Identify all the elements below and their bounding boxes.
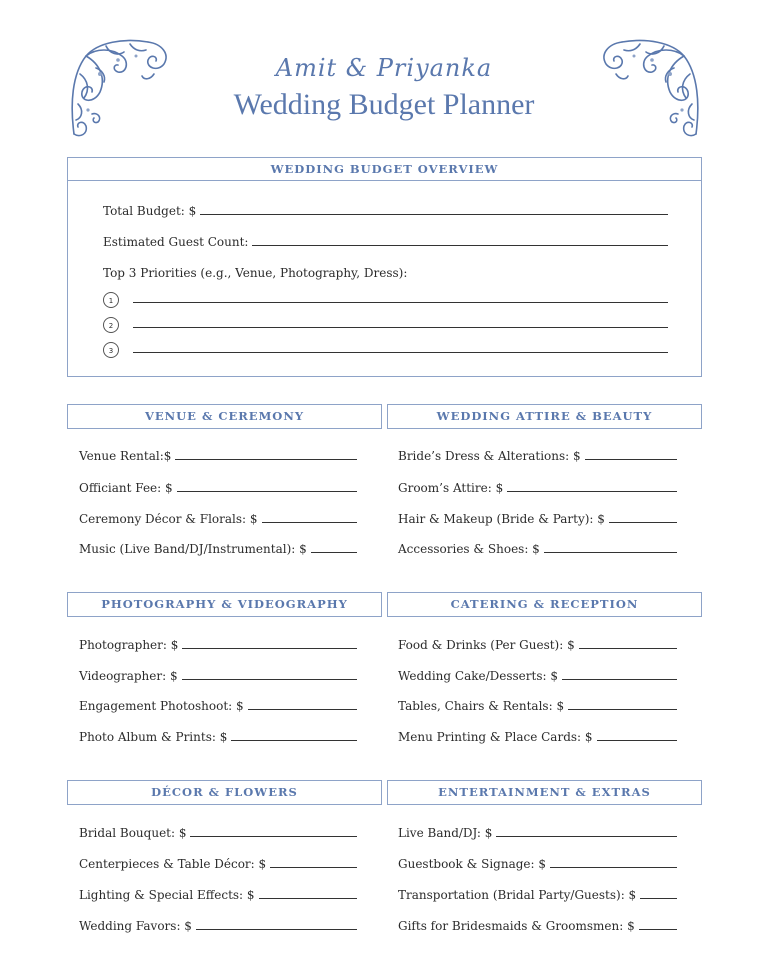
field-live-band[interactable] (398, 822, 677, 840)
field-guestbook[interactable] (398, 853, 677, 871)
field-label: Wedding Cake/Desserts: $ (398, 669, 558, 683)
field-line[interactable] (182, 648, 357, 649)
field-label: Food & Drinks (Per Guest): $ (398, 638, 575, 652)
field-bridal-bouquet[interactable] (79, 822, 357, 840)
field-line[interactable] (496, 836, 677, 837)
field-engagement-photoshoot[interactable] (79, 695, 357, 713)
priority-number-1: 1 (103, 292, 119, 308)
section-title-venue-ceremony: VENUE & CEREMONY (67, 404, 382, 429)
field-label: Photo Album & Prints: $ (79, 730, 228, 744)
field-label: Guestbook & Signage: $ (398, 857, 547, 871)
total-budget-field[interactable] (103, 200, 668, 218)
field-hair-makeup[interactable] (398, 508, 677, 526)
field-line[interactable] (568, 709, 677, 710)
field-photo-album[interactable] (79, 726, 357, 744)
field-line[interactable] (231, 740, 357, 741)
field-label: Engagement Photoshoot: $ (79, 699, 244, 713)
section-title-photo-video: PHOTOGRAPHY & VIDEOGRAPHY (67, 592, 382, 617)
field-accessories[interactable] (398, 538, 677, 556)
field-line[interactable] (585, 459, 677, 460)
field-line[interactable] (196, 929, 357, 930)
field-line[interactable] (177, 491, 357, 492)
field-line[interactable] (597, 740, 677, 741)
priority-line-1[interactable] (133, 302, 668, 303)
field-line[interactable] (640, 898, 677, 899)
field-officiant-fee[interactable] (79, 477, 357, 495)
guest-count-field[interactable] (103, 231, 668, 249)
page-title: Wedding Budget Planner (233, 88, 535, 121)
field-label: Photographer: $ (79, 638, 179, 652)
section-title-decor-flowers: DÉCOR & FLOWERS (67, 780, 382, 805)
field-line[interactable] (190, 836, 357, 837)
field-label: Live Band/DJ: $ (398, 826, 493, 840)
field-label: Music (Live Band/DJ/Instrumental): $ (79, 542, 307, 556)
field-line[interactable] (579, 648, 677, 649)
field-line[interactable] (311, 552, 357, 553)
field-lighting[interactable] (79, 884, 357, 902)
field-line[interactable] (270, 867, 357, 868)
field-venue-rental[interactable] (79, 445, 357, 463)
section-title-entertainment-extras: ENTERTAINMENT & EXTRAS (387, 780, 702, 805)
field-wedding-favors[interactable] (79, 915, 357, 933)
field-photographer[interactable] (79, 634, 357, 652)
field-line[interactable] (248, 709, 357, 710)
total-budget-label: Total Budget: $ (103, 204, 197, 218)
field-line[interactable] (544, 552, 677, 553)
field-label: Centerpieces & Table Décor: $ (79, 857, 267, 871)
field-line[interactable] (182, 679, 357, 680)
field-label: Menu Printing & Place Cards: $ (398, 730, 593, 744)
couple-names: Amit & Priyanka (275, 54, 493, 82)
section-title-attire-beauty: WEDDING ATTIRE & BEAUTY (387, 404, 702, 429)
priority-line-3[interactable] (133, 352, 668, 353)
field-label: Lighting & Special Effects: $ (79, 888, 255, 902)
field-wedding-cake[interactable] (398, 665, 677, 683)
field-label: Videographer: $ (79, 669, 178, 683)
priorities-label: Top 3 Priorities (e.g., Venue, Photography, Dress): (103, 266, 408, 280)
field-music[interactable] (79, 538, 357, 556)
budget-overview-title: WEDDING BUDGET OVERVIEW (68, 158, 701, 181)
field-ceremony-decor[interactable] (79, 508, 357, 526)
field-food-drinks[interactable] (398, 634, 677, 652)
field-videographer[interactable] (79, 665, 357, 683)
priority-row-2[interactable] (103, 316, 668, 334)
field-label: Officiant Fee: $ (79, 481, 173, 495)
field-grooms-attire[interactable] (398, 477, 677, 495)
guest-count-line[interactable] (252, 245, 668, 246)
total-budget-line[interactable] (200, 214, 668, 215)
field-line[interactable] (609, 522, 677, 523)
field-label: Transportation (Bridal Party/Guests): $ (398, 888, 637, 902)
priority-row-1[interactable] (103, 291, 668, 309)
field-line[interactable] (259, 898, 357, 899)
field-label: Tables, Chairs & Rentals: $ (398, 699, 565, 713)
field-line[interactable] (550, 867, 677, 868)
field-gifts[interactable] (398, 915, 677, 933)
field-label: Ceremony Décor & Florals: $ (79, 512, 258, 526)
field-menu-printing[interactable] (398, 726, 677, 744)
field-label: Venue Rental:$ (79, 449, 172, 463)
field-brides-dress[interactable] (398, 445, 677, 463)
priority-number-2: 2 (103, 317, 119, 333)
field-label: Accessories & Shoes: $ (398, 542, 540, 556)
guest-count-label: Estimated Guest Count: (103, 235, 249, 249)
priority-number-3: 3 (103, 342, 119, 358)
field-line[interactable] (562, 679, 677, 680)
priority-line-2[interactable] (133, 327, 668, 328)
field-label: Bridal Bouquet: $ (79, 826, 187, 840)
field-line[interactable] (262, 522, 357, 523)
field-label: Wedding Favors: $ (79, 919, 192, 933)
field-transportation[interactable] (398, 884, 677, 902)
field-label: Bride’s Dress & Alterations: $ (398, 449, 581, 463)
field-label: Groom’s Attire: $ (398, 481, 504, 495)
field-line[interactable] (175, 459, 357, 460)
field-line[interactable] (507, 491, 677, 492)
field-line[interactable] (639, 929, 677, 930)
field-tables-chairs[interactable] (398, 695, 677, 713)
field-centerpieces[interactable] (79, 853, 357, 871)
field-label: Gifts for Bridesmaids & Groomsmen: $ (398, 919, 635, 933)
field-label: Hair & Makeup (Bride & Party): $ (398, 512, 605, 526)
section-title-catering-reception: CATERING & RECEPTION (387, 592, 702, 617)
priority-row-3[interactable] (103, 341, 668, 359)
